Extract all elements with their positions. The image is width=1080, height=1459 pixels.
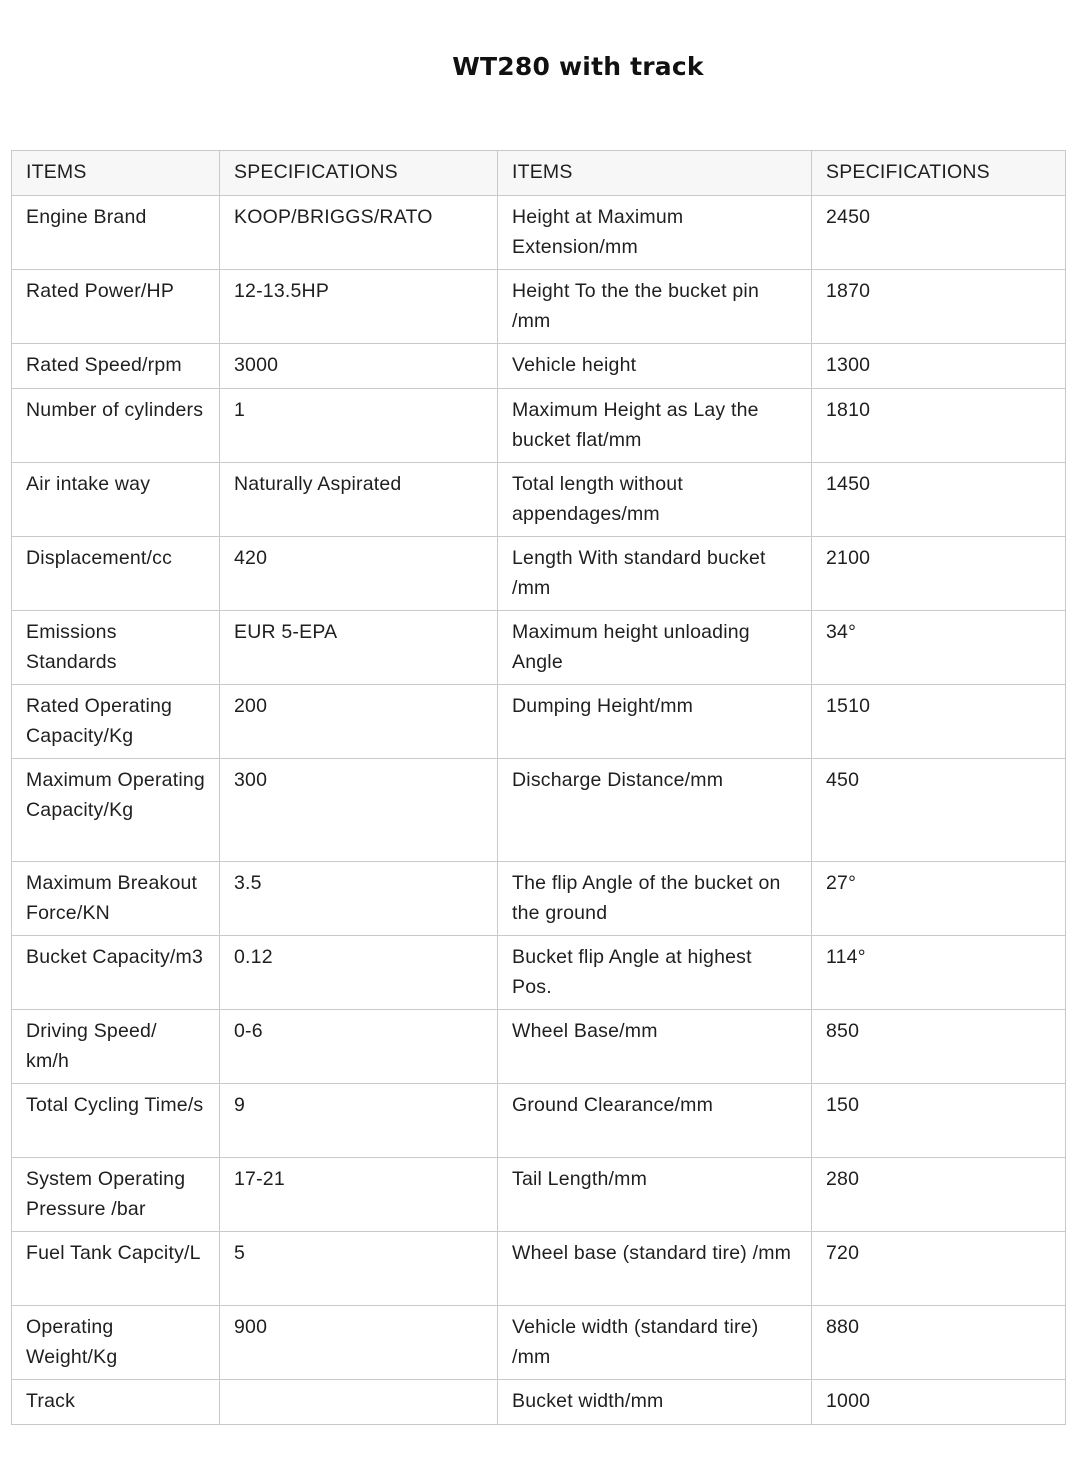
table-row — [12, 344, 1066, 389]
spec-cell: 300 — [220, 759, 498, 862]
item-cell: Bucket width/mm — [498, 1380, 812, 1425]
table-row — [12, 685, 1066, 759]
spec-cell: 0-6 — [220, 1010, 498, 1084]
header-specifications-left: SPECIFICATIONS — [220, 151, 498, 196]
table-row — [12, 936, 1066, 1010]
item-cell: Air intake way — [12, 463, 220, 537]
spec-cell: 200 — [220, 685, 498, 759]
spec-cell: Naturally Aspirated — [220, 463, 498, 537]
table-row — [12, 1232, 1066, 1306]
item-cell: Engine Brand — [12, 196, 220, 270]
item-cell: Maximum Operating Capacity/Kg — [12, 759, 220, 862]
item-cell: System Operating Pressure /bar — [12, 1158, 220, 1232]
item-cell: Height at Maximum Extension/mm — [498, 196, 812, 270]
item-cell: Bucket flip Angle at highest Pos. — [498, 936, 812, 1010]
item-cell: Length With standard bucket /mm — [498, 537, 812, 611]
item-cell: Dumping Height/mm — [498, 685, 812, 759]
item-cell: Total Cycling Time/s — [12, 1084, 220, 1158]
spec-cell: 27° — [812, 862, 1066, 936]
spec-cell: KOOP/BRIGGS/RATO — [220, 196, 498, 270]
table-row — [12, 1380, 1066, 1425]
item-cell: Maximum height unloading Angle — [498, 611, 812, 685]
spec-cell: EUR 5-EPA — [220, 611, 498, 685]
spec-cell: 34° — [812, 611, 1066, 685]
spec-cell: 900 — [220, 1306, 498, 1380]
item-cell: The flip Angle of the bucket on the ground — [498, 862, 812, 936]
header-items-right: ITEMS — [498, 151, 812, 196]
spec-cell: 1000 — [812, 1380, 1066, 1425]
item-cell: Track — [12, 1380, 220, 1425]
item-cell: Vehicle height — [498, 344, 812, 389]
item-cell: Vehicle width (standard tire) /mm — [498, 1306, 812, 1380]
item-cell: Rated Speed/rpm — [12, 344, 220, 389]
item-cell: Fuel Tank Capcity/L — [12, 1232, 220, 1306]
table-row — [12, 196, 1066, 270]
table-row — [12, 611, 1066, 685]
item-cell: Rated Operating Capacity/Kg — [12, 685, 220, 759]
spec-cell: 17-21 — [220, 1158, 498, 1232]
spec-cell: 3.5 — [220, 862, 498, 936]
item-cell: Displacement/cc — [12, 537, 220, 611]
spec-cell: 2100 — [812, 537, 1066, 611]
item-cell: Maximum Height as Lay the bucket flat/mm — [498, 389, 812, 463]
spec-cell: 1510 — [812, 685, 1066, 759]
item-cell: Maximum Breakout Force/KN — [12, 862, 220, 936]
table-row — [12, 389, 1066, 463]
item-cell: Wheel base (standard tire) /mm — [498, 1232, 812, 1306]
item-cell: Emissions Standards — [12, 611, 220, 685]
spec-cell: 420 — [220, 537, 498, 611]
table-row — [12, 270, 1066, 344]
table-row — [12, 1306, 1066, 1380]
page-title: WT280 with track — [452, 52, 704, 81]
spec-cell: 3000 — [220, 344, 498, 389]
spec-cell: 720 — [812, 1232, 1066, 1306]
spec-cell: 1810 — [812, 389, 1066, 463]
spec-cell: 9 — [220, 1084, 498, 1158]
header-row — [12, 151, 1066, 196]
item-cell: Ground Clearance/mm — [498, 1084, 812, 1158]
item-cell: Rated Power/HP — [12, 270, 220, 344]
item-cell: Operating Weight/Kg — [12, 1306, 220, 1380]
table-row — [12, 1084, 1066, 1158]
table-row — [12, 537, 1066, 611]
table-row — [12, 862, 1066, 936]
spec-cell: 1300 — [812, 344, 1066, 389]
table-row — [12, 463, 1066, 537]
spec-cell — [220, 1380, 498, 1425]
item-cell: Number of cylinders — [12, 389, 220, 463]
item-cell: Tail Length/mm — [498, 1158, 812, 1232]
spec-cell: 5 — [220, 1232, 498, 1306]
table-row — [12, 1158, 1066, 1232]
spec-cell: 12-13.5HP — [220, 270, 498, 344]
spec-cell: 0.12 — [220, 936, 498, 1010]
header-specifications-right: SPECIFICATIONS — [812, 151, 1066, 196]
spec-cell: 1450 — [812, 463, 1066, 537]
spec-cell: 1 — [220, 389, 498, 463]
item-cell: Height To the the bucket pin /mm — [498, 270, 812, 344]
spec-cell: 114° — [812, 936, 1066, 1010]
item-cell: Bucket Capacity/m3 — [12, 936, 220, 1010]
item-cell: Total length without appendages/mm — [498, 463, 812, 537]
spec-cell: 850 — [812, 1010, 1066, 1084]
header-items-left: ITEMS — [12, 151, 220, 196]
spec-cell: 2450 — [812, 196, 1066, 270]
item-cell: Driving Speed/ km/h — [12, 1010, 220, 1084]
item-cell: Wheel Base/mm — [498, 1010, 812, 1084]
table-row — [12, 759, 1066, 862]
spec-cell: 280 — [812, 1158, 1066, 1232]
spec-cell: 1870 — [812, 270, 1066, 344]
spec-table — [11, 150, 1066, 1425]
spec-cell: 880 — [812, 1306, 1066, 1380]
table-row — [12, 1010, 1066, 1084]
spec-cell: 450 — [812, 759, 1066, 862]
item-cell: Discharge Distance/mm — [498, 759, 812, 862]
spec-cell: 150 — [812, 1084, 1066, 1158]
